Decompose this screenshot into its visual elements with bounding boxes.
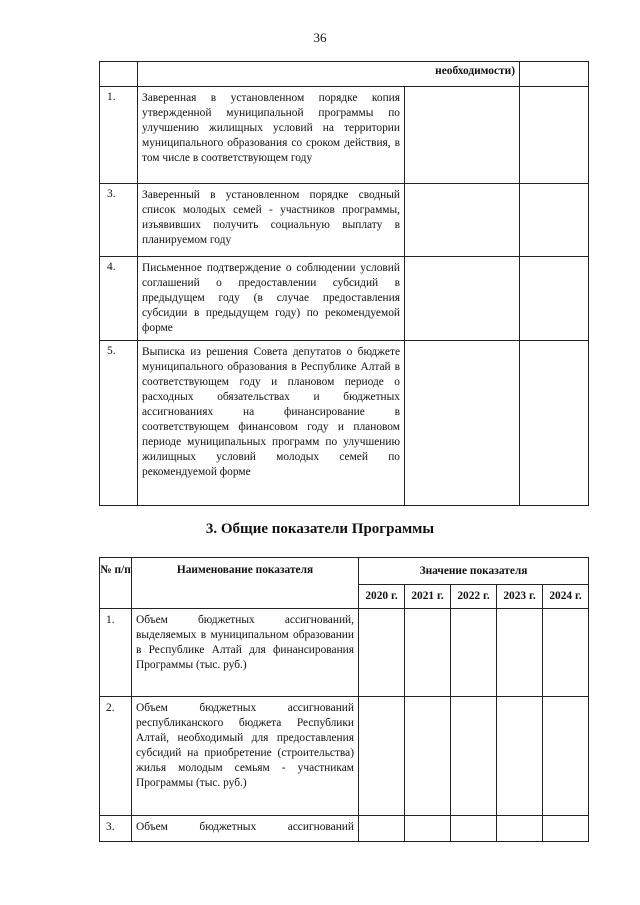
indicator-name: Объем бюджетных ассигнований [132, 816, 359, 842]
table-cell [359, 697, 405, 816]
table-cell [520, 87, 589, 184]
table-cell [405, 184, 520, 257]
row-number: 5. [100, 341, 138, 506]
table-cell [100, 62, 138, 87]
table-cell [497, 609, 543, 697]
table-row [100, 609, 589, 697]
indicators-table [99, 557, 589, 842]
indicator-name: Объем бюджетных ассигнований, выделяемых в муниципальном образовании в Республике Алтай для финансирования Программы (тыс. руб.) [132, 609, 359, 697]
table-cell [520, 257, 589, 341]
table-cell [359, 816, 405, 842]
table-cell [520, 184, 589, 257]
table-row [100, 184, 589, 257]
header-year: 2023 г. [497, 585, 543, 609]
table-cell [451, 609, 497, 697]
table-cell [405, 609, 451, 697]
table-cell [520, 62, 589, 87]
header-indicator-name: Наименование показателя [132, 558, 359, 609]
table-cell [405, 257, 520, 341]
table-cell [359, 609, 405, 697]
row-number: 1. [100, 609, 132, 697]
table-row [100, 341, 589, 506]
header-year: 2022 г. [451, 585, 497, 609]
table-cell [451, 816, 497, 842]
row-number: 1. [100, 87, 138, 184]
indicator-name: Объем бюджетных ассигнований республиканского бюджета Республики Алтай, необходимый для предоставления субсидий на приобретение (строительства) жилья молодым семьям - участникам Программы (тыс. руб.) [132, 697, 359, 816]
table-cell [405, 87, 520, 184]
table-cell [405, 341, 520, 506]
documents-table [99, 61, 589, 506]
header-indicator-value: Значение показателя [359, 558, 589, 585]
table-row [100, 816, 589, 842]
header-year: 2024 г. [543, 585, 589, 609]
document-description: Письменное подтверждение о соблюдении условий соглашений о предоставлении субсидий в предыдущем году (в случае предоставления субсидии в предыдущем году) по рекомендуемой форме [138, 257, 405, 341]
table-row-continuation [100, 62, 589, 87]
table-header-row [100, 558, 589, 585]
document-description: Заверенный в установленном порядке сводный список молодых семей - участников программы, изъявивших получить социальную выплату в планируемом году [138, 184, 405, 257]
table-row [100, 257, 589, 341]
table-cell [497, 697, 543, 816]
page-number: 36 [313, 30, 327, 45]
table-cell [405, 697, 451, 816]
table-cell [497, 816, 543, 842]
continuation-text: необходимости) [138, 62, 520, 87]
table-cell [451, 697, 497, 816]
header-year: 2021 г. [405, 585, 451, 609]
table-cell [543, 697, 589, 816]
table-cell [405, 816, 451, 842]
row-number: 4. [100, 257, 138, 341]
table-cell [520, 341, 589, 506]
table-row [100, 697, 589, 816]
header-number: № п/п [100, 558, 132, 609]
section-title: 3. Общие показатели Программы [205, 521, 435, 537]
header-year: 2020 г. [359, 585, 405, 609]
document-description: Выписка из решения Совета депутатов о бюджете муниципального образования в Республике Алтай в соответствующем году и плановом периоде о расходных обязательствах и бюджетных ассигнованиях на финансирование в соответствующем финансовом году и плановом периоде муниципальных программ по улучшению жилищных условий молодых семей по рекомендуемой форме [138, 341, 405, 506]
document-description: Заверенная в установленном порядке копия утвержденной муниципальной программы по улучшению жилищных условий на территории муниципального образования со сроком действия, в том числе в соответствующем году [138, 87, 405, 184]
table-cell [543, 816, 589, 842]
row-number: 3. [100, 184, 138, 257]
table-row [100, 87, 589, 184]
row-number: 2. [100, 697, 132, 816]
row-number: 3. [100, 816, 132, 842]
table-cell [543, 609, 589, 697]
